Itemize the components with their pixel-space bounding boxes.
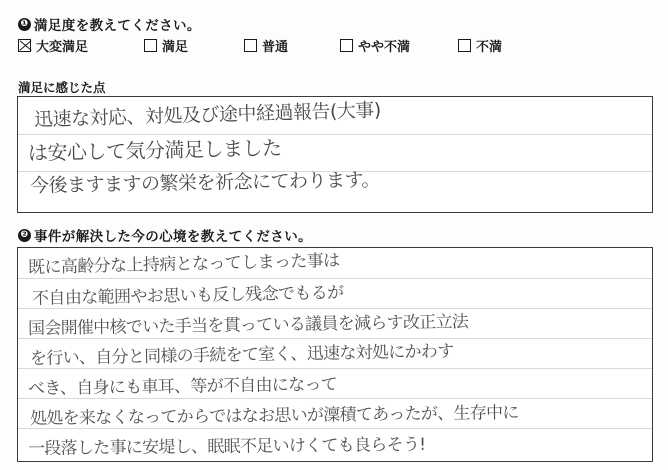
ruled-line bbox=[18, 398, 652, 399]
question-2-text: 事件が解決した今の心境を教えてください。 bbox=[34, 229, 312, 244]
satisfaction-choice-group bbox=[18, 36, 650, 58]
choice-neutral[interactable] bbox=[244, 36, 288, 55]
question-2-heading bbox=[18, 225, 312, 245]
choice-very-satisfied[interactable] bbox=[18, 36, 88, 55]
question-1-heading bbox=[18, 14, 201, 34]
choice-somewhat-dissatisfied[interactable] bbox=[340, 36, 410, 55]
checkbox-icon[interactable] bbox=[458, 39, 471, 52]
checkbox-icon[interactable] bbox=[244, 39, 257, 52]
handwriting-line: 迅速な対応、対処及び途中経過報告(大事) bbox=[33, 99, 382, 131]
choice-dissatisfied[interactable] bbox=[458, 36, 502, 55]
question-1-text: 満足度を教えてください。 bbox=[34, 18, 201, 33]
handwriting-line: は安心して気分満足しました bbox=[27, 135, 282, 165]
checkbox-icon[interactable] bbox=[144, 39, 157, 52]
handwriting-line: 一段落した事に安堤し、眠眠不足いけくても良らそう! bbox=[27, 434, 426, 459]
handwriting-line: を行い、自分と同様の手続をて室く、迅速な対処にかわす bbox=[29, 341, 454, 369]
ruled-line bbox=[18, 428, 652, 429]
question-2-number: ❷ bbox=[18, 229, 31, 242]
handwriting-line: 既に高齢分な上持病となってしまった事は bbox=[27, 250, 340, 278]
answer-box-current-feelings[interactable] bbox=[17, 247, 653, 462]
handwriting-line: 国会開催中核でいた手当を貫っている議員を減らす改正立法 bbox=[27, 312, 469, 339]
handwriting-line: 今後ますますの繁栄を祈念にてわります。 bbox=[29, 168, 381, 197]
handwriting-line: 不自由な範囲やお思いも反し残念でもるが bbox=[31, 283, 344, 309]
choice-label: 大変満足 bbox=[36, 39, 89, 54]
handwriting-line: べき、自身にも車耳、等が不自由になって bbox=[27, 374, 338, 399]
handwriting-line: 処処を来なくなってからではなお思いが澟積てあったが、生存中に bbox=[29, 403, 519, 429]
choice-satisfied[interactable] bbox=[144, 36, 188, 55]
checkbox-icon[interactable] bbox=[340, 39, 353, 52]
satisfaction-reason-label: 満足に感じた点 bbox=[18, 81, 106, 95]
choice-label: やや不満 bbox=[358, 39, 411, 54]
choice-label: 普通 bbox=[262, 39, 289, 54]
question-1-number: ❶ bbox=[18, 18, 31, 31]
choice-label: 不満 bbox=[476, 39, 503, 54]
answer-box-satisfaction-reason[interactable] bbox=[17, 96, 653, 213]
choice-label: 満足 bbox=[162, 39, 189, 54]
checkbox-checked-icon[interactable] bbox=[18, 39, 31, 52]
